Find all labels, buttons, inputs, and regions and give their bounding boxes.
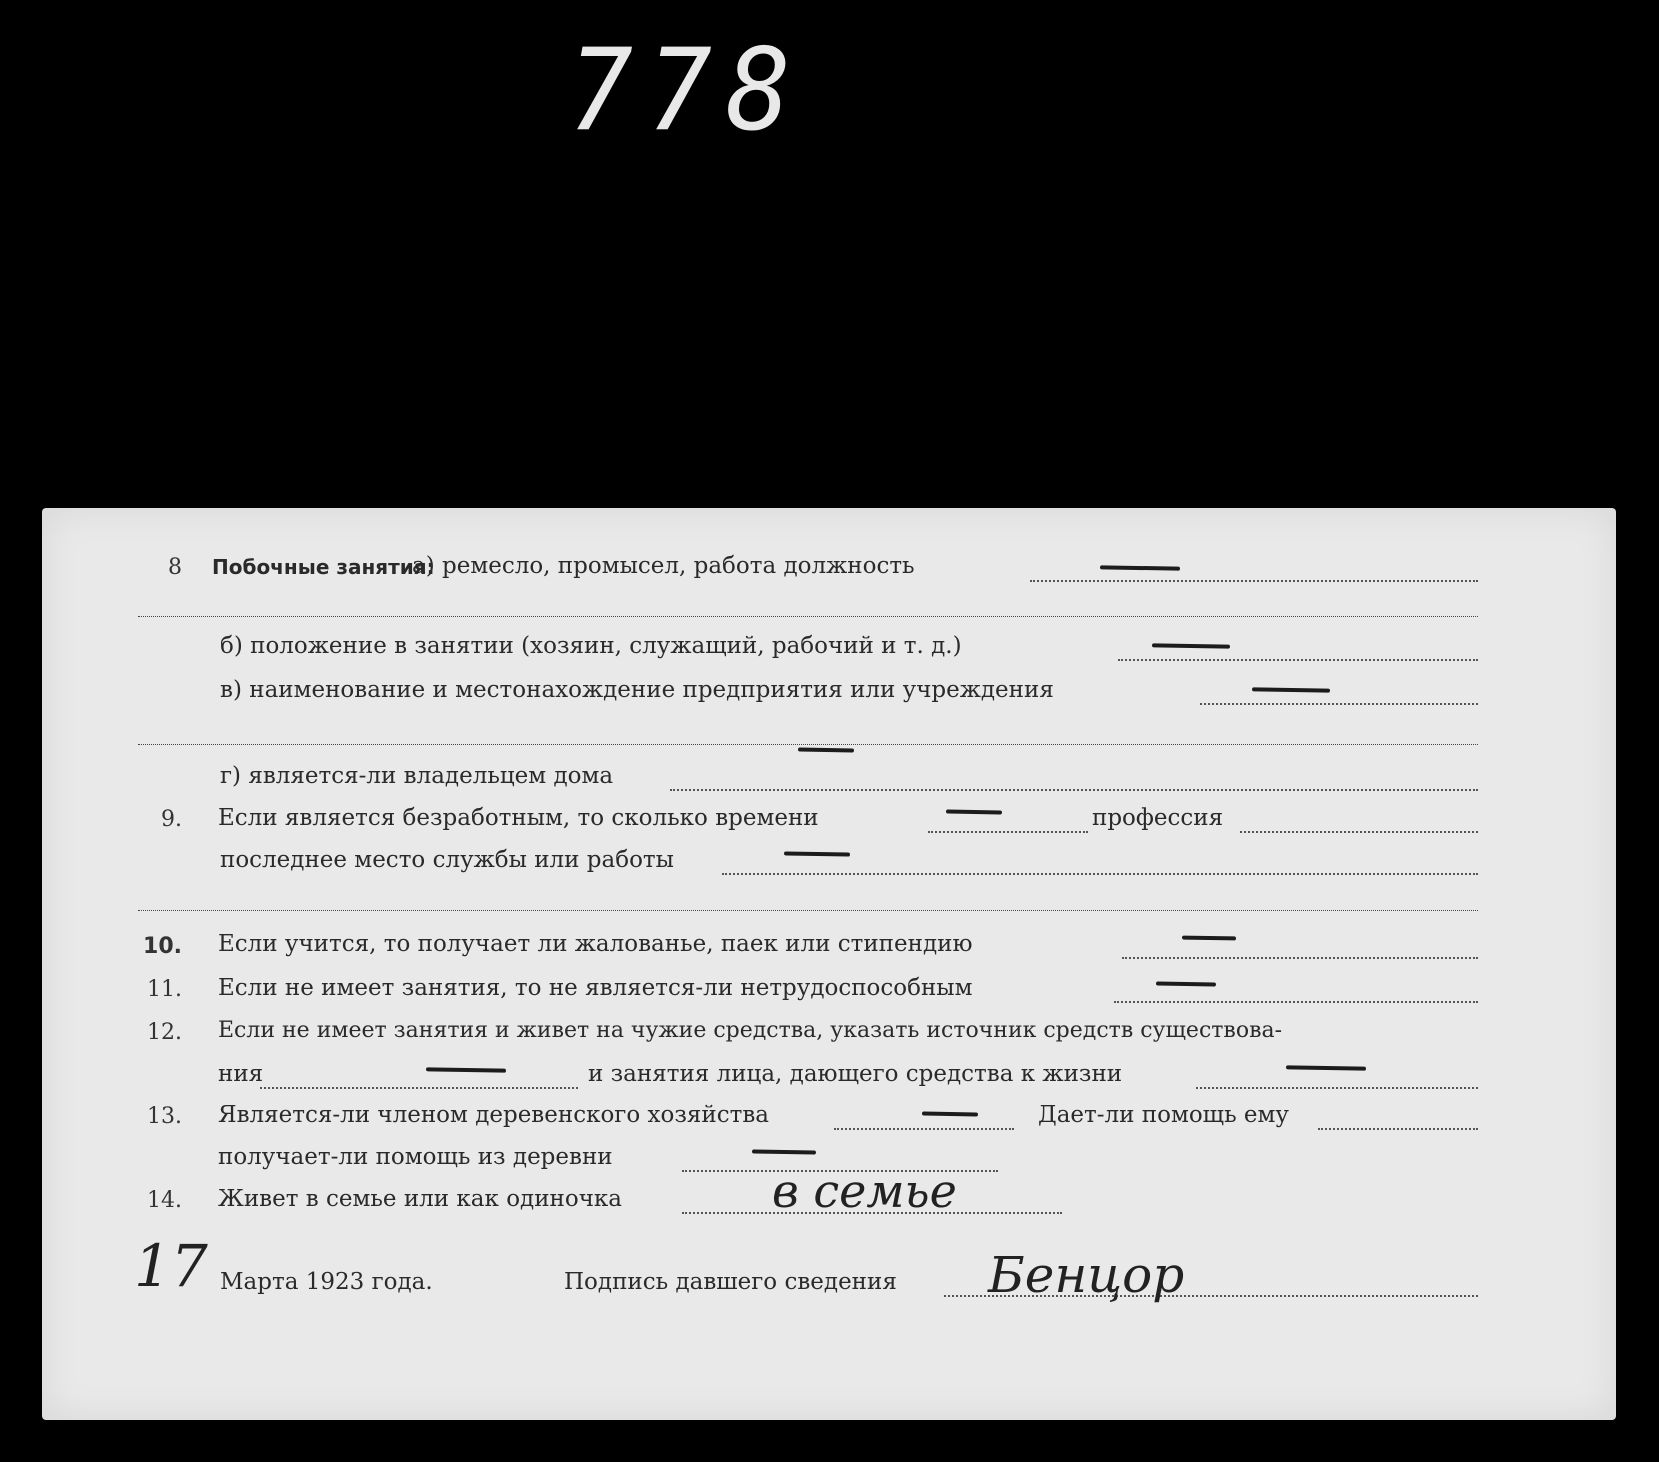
q10-dotline [1122, 957, 1478, 959]
q8g-dotline [670, 789, 1478, 791]
q8-title: Побочные занятия: [212, 555, 435, 579]
q11-number: 11. [147, 977, 182, 1002]
footer-signature-handwritten: Бенцор [988, 1246, 1185, 1304]
footer-date-text: Марта 1923 года. [220, 1269, 433, 1295]
q9-time-dotline [928, 831, 1088, 833]
q12-occupation-dotline [1196, 1087, 1478, 1089]
q14-text: Живет в семье или как одиночка [218, 1186, 623, 1212]
q8a-dash-answer [1100, 565, 1180, 570]
q14-number: 14. [147, 1188, 182, 1213]
q13-number: 13. [147, 1104, 182, 1129]
q8-number: 8 [168, 555, 182, 580]
q8b-dash-answer [1152, 643, 1230, 648]
q10-number: 10. [143, 934, 182, 959]
q12-occupation-dash-answer [1286, 1065, 1366, 1070]
q8v-continuation-line [138, 744, 1478, 745]
q9-text1: Если является безработным, то сколько времени [218, 805, 819, 831]
q8v-dotline [1200, 703, 1478, 705]
q8v-text: в) наименование и местонахождение предприятия или учреждения [220, 677, 1054, 703]
q12-text3: и занятия лица, дающего средства к жизни [588, 1061, 1123, 1087]
q11-text: Если не имеет занятия, то не является-ли нетрудоспособным [218, 975, 973, 1001]
q13-text1: Является-ли членом деревенского хозяйства [218, 1102, 769, 1128]
q8b-dotline [1118, 659, 1478, 661]
q9-profession-dotline [1240, 831, 1478, 833]
q13-member-dotline [834, 1128, 1014, 1130]
q12-text2: ния [218, 1061, 264, 1087]
q12-source-dotline [260, 1087, 578, 1089]
q9-time-dash-answer [946, 810, 1002, 815]
q9-continuation-line [138, 910, 1478, 911]
q12-number: 12. [147, 1020, 182, 1045]
q12-source-dash-answer [426, 1067, 506, 1072]
footer-day-handwritten: 17 [134, 1232, 208, 1300]
q8b-text: б) положение в занятии (хозяин, служащий, рабочий и т. д.) [220, 633, 962, 659]
q8a-text: а) ремесло, промысел, работа должность [412, 553, 915, 579]
q8a-continuation-line [138, 616, 1478, 617]
q8g-text: г) является-ли владельцем дома [220, 763, 614, 789]
footer-signature-label: Подпись давшего сведения [564, 1269, 897, 1295]
q8g-dash-answer [798, 748, 854, 753]
q14-dotline [682, 1212, 1062, 1214]
q12-text1: Если не имеет занятия и живет на чужие средства, указать источник средств существова- [218, 1018, 1283, 1043]
q9-lastjob-dash-answer [784, 851, 850, 856]
q9-lastjob-dotline [722, 873, 1478, 875]
q8a-dotline [1030, 580, 1478, 582]
q13-text2: Дает-ли помощь ему [1038, 1102, 1289, 1128]
q13-help-dotline [1318, 1128, 1478, 1130]
q9-number: 9. [161, 807, 182, 832]
q14-handwritten-answer: в семье [772, 1164, 957, 1218]
q13-member-dash-answer [922, 1112, 978, 1117]
q11-dash-answer [1156, 981, 1216, 986]
q10-text: Если учится, то получает ли жалованье, паек или стипендию [218, 931, 973, 957]
q13-village-dash-answer [752, 1149, 816, 1154]
q9-text2: профессия [1092, 805, 1224, 831]
census-card [42, 508, 1616, 1420]
q9-text3: последнее место службы или работы [220, 847, 674, 873]
q10-dash-answer [1182, 936, 1236, 941]
q8v-dash-answer [1252, 687, 1330, 692]
q11-dotline [1114, 1001, 1478, 1003]
q13-text3: получает-ли помощь из деревни [218, 1144, 613, 1170]
frame-number: 778 [568, 24, 806, 157]
